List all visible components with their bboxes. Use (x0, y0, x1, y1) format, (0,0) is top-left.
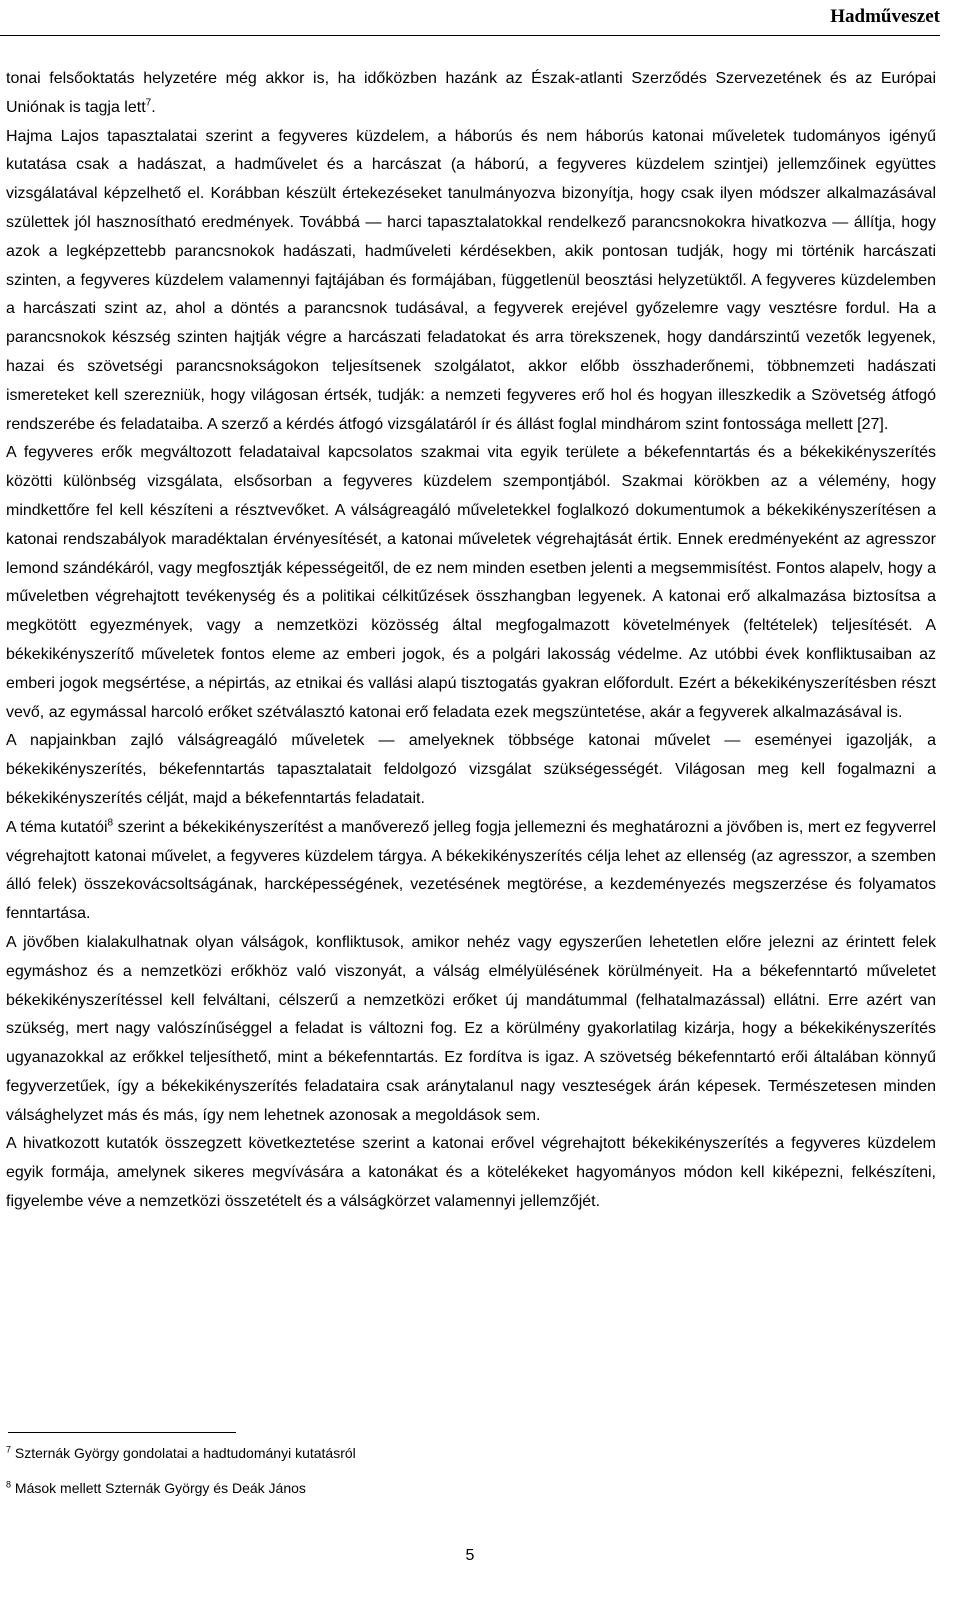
footnote-7-text: Szternák György gondolatai a hadtudományi kutatásról (11, 1445, 356, 1461)
running-header (0, 6, 940, 28)
header-title: Hadműveszet (830, 6, 940, 27)
header-divider (0, 35, 940, 36)
paragraph-7: A hivatkozott kutatók összegzett következtetése szerint a katonai erővel végrehajtott békekikényszerítés a fegyveres küzdelem egyik formája, amelynek sikeres megvívására a katonákat és a kötelékeket hagyományos módon kell kiképezni, felkészíteni, figyelembe véve a nemzetközi összetételt és a válságkörzet valamennyi jellemzőjét. (6, 1135, 936, 1211)
footnote-8 (6, 1480, 306, 1497)
paragraph-2: Hajma Lajos tapasztalatai szerint a fegyveres küzdelem, a háborús és nem háborús katonai műveletek tudományos igényű kutatása csak a hadászat, a hadművelet és a harcászat (a háború, a fegyveres küzdelem szintjei) jellemzőinek együttes vizsgálatával képzelhető el. Korábban készült értekezéseket tanulmányozva bizonyítja, hogy csak ilyen módszer alkalmazásával születtek jól hasznosítható eredmények. Továbbá — harci tapasztalatokkal rendelkező parancsnokokra hivatkozva — állítja, hogy azok a legképzettebb parancsnokok hadászati, hadműveleti kérdésekben, akik pontosan tudják, hogy mi történik harcászati szinten, a fegyveres küzdelem valamennyi fajtájában és formájában, függetlenül beosztási helyzetüktől. A fegyveres küzdelemben a harcászati szint az, ahol a döntés a parancsnok tudásával, a fegyverek erejével győzelemre vagy vesztésre fordul. Ha a parancsnokok készség szinten hajtják végre a harcászati feladatokat és arra törekszenek, hogy dandárszintű vezetők legyenek, hazai és szövetségi parancsnokságokon teljesítsenek szolgálatot, akkor előbb összhaderőnemi, többnemzeti hadászati ismereteket kell szerezniük, hogy világosan értsék, tudják: a nemzeti fegyveres erő hol és hogyan illeszkedik a Szövetség átfogó rendszerébe és feladataiba. A szerző a kérdés átfogó vizsgálatáról ír és állást foglal mindhárom szint fontossága mellett [27]. (6, 127, 936, 433)
footnote-8-text: Mások mellett Szternák György és Deák János (11, 1480, 306, 1496)
footnote-ref-8[interactable]: 8 (107, 817, 114, 829)
footnote-7-mark: 7 (6, 1444, 12, 1455)
page-number: 5 (465, 1547, 475, 1564)
footnote-ref-7[interactable]: 7 (145, 97, 152, 109)
paragraph-5 (6, 814, 936, 929)
paragraph-4: A napjainkban zajló válságreagáló műveletek — amelyeknek többsége katonai művelet — eseményei igazolják, a békekikényszerítés, békefenntartás tapasztalatait feldolgozó vizsgálat szükségességét. Világosan meg kell fogalmazni a békekikényszerítés célját, majd a békefenntartás feladatait. (6, 732, 936, 807)
paragraph-6: A jövőben kialakulhatnak olyan válságok, konfliktusok, amikor nehéz vagy egyszerűen lehetetlen előre jelezni az érintett felek egymáshoz és a nemzetközi erőkhöz való viszonyát, a válság elmélyülésének körülményeit. Ha a békefenntartó műveletet békekikényszerítéssel kell felváltani, célszerű a nemzetközi erőket új mandátummal (felhatalmazással) ellátni. Erre azért van szükség, mert nagy valószínűséggel a feladat is változni fog. Ez a körülmény gyakorlatilag kizárja, hogy a békekikényszerítés ugyanazokkal az erőkkel teljesíthető, mint a békefenntartás. Ez fordítva is igaz. A szövetség békefenntartó erői általában könnyű fegyverzetűek, így a békekikényszerítés feladataira csak aránytalanul nagy veszteségek árán képesek. Természetesen minden válsághelyzet más és más, így nem lehetnek azonosak a megoldások sem. (6, 933, 936, 1124)
paragraph-1 (6, 65, 936, 123)
footnote-7 (6, 1445, 356, 1462)
paragraph-5-start: A téma kutatói (6, 818, 108, 836)
main-text (6, 65, 936, 1217)
footnote-divider (8, 1432, 236, 1433)
paragraph-1-end: . (151, 98, 156, 116)
paragraph-5-rest: szerint a békekikényszerítést a manőverező jelleg fogja jellemezni és meghatározni a jövőben is, mert ez fegyverrel végrehajtott katonai művelet, a fegyveres küzdelem tárgya. A békekikényszerítés célja lehet az ellenség (az agresszor, a szemben álló felek) összekovácsoltságának, harcképességének, vezetésének megtörése, a kezdeményezés megszerzése és folyamatos fenntartása. (6, 818, 937, 923)
paragraph-3: A fegyveres erők megváltozott feladataival kapcsolatos szakmai vita egyik területe a békefenntartás és a békekikényszerítés közötti különbség vizsgálata, elsősorban a fegyveres küzdelem szempontjából. Szakmai körökben az a vélemény, hogy mindkettőre fel kell készíteni a résztvevőket. A válságreagáló műveletekkel foglalkozó dokumentumok a békekikényszerítésen a katonai rendszabályok maradéktalan érvényesítését, a katonai műveletek végrehajtását értik. Ennek eredményeként az agresszor lemond szándékáról, vagy megfosztják képességeitől, de ez nem minden esetben jelenti a megsemmisítést. Fontos alapelv, hogy a műveletben végrehajtott tevékenység és a politikai célkitűzések összhangban legyenek. A katonai erő alkalmazása biztosítsa a megkötött egyezmények, vagy a nemzetközi közösség által megfogalmazott követelmények (feltételek) teljesítését. A békekikényszerítő műveletek fontos eleme az emberi jogok, és a polgári lakosság védelme. Az utóbbi évek konfliktusaiban az emberi jogok megsértése, a népirtás, az etnikai és vallási alapú tisztogatás gyakran előfordult. Ezért a békekikényszerítésben részt vevő, az egymással harcoló erőket szétválasztó katonai erő feladata ezek megszüntetése, akár a fegyverek alkalmazásával is. (6, 444, 936, 721)
paragraph-1-text: tonai felsőoktatás helyzetére még akkor is, ha időközben hazánk az Észak-atlanti Szerződés Szervezetének és az Európai Uniónak is tagja lett (6, 70, 936, 116)
footnote-8-mark: 8 (6, 1479, 12, 1490)
